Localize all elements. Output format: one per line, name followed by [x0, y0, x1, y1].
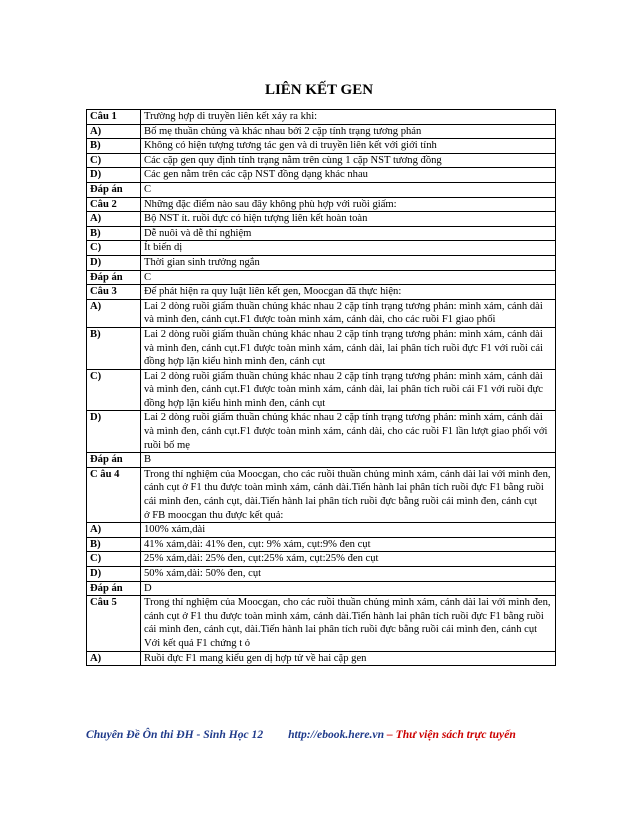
page-title: LIÊN KẾT GEN — [264, 82, 374, 98]
row-label: C) — [87, 153, 141, 168]
table-row — [87, 453, 556, 468]
footer-url-link[interactable]: http://ebook.here.vn — [288, 728, 385, 741]
row-text: Để phát hiện ra quy luật liên kết gen, Moocgan đã thực hiện: — [141, 285, 556, 300]
row-label: D) — [87, 411, 141, 453]
table-row — [87, 327, 556, 369]
row-text: Không có hiện tượng tương tác gen và di truyền liên kết với giới tính — [141, 139, 556, 154]
row-text: Lai 2 dòng ruồi giấm thuần chủng khác nhau 2 cặp tính trạng tương phản: mình xám, cánh dài và mình đen, cánh cụt.F1 được toàn mình xám, cánh dài, cho các ruồi F1 giao phối — [141, 299, 556, 327]
row-text: Bố mẹ thuần chủng và khác nhau bởi 2 cặp tính trạng tương phản — [141, 124, 556, 139]
row-label: A) — [87, 651, 141, 666]
footer-subject: Chuyên Đề Ôn thi ĐH - Sinh Học 12 — [86, 728, 264, 741]
row-text: Trường hợp di truyền liên kết xảy ra khi: — [141, 110, 556, 125]
row-label: B) — [87, 327, 141, 369]
row-text: Lai 2 dòng ruồi giấm thuần chủng khác nhau 2 cặp tính trạng tương phản: mình xám, cánh dài và mình đen, cánh cụt.F1 được toàn mình xám, cánh dài, lai phân tích ruồi đực F1 với ruồi cái đồng hợp lặn kiểu hình mình đen, cánh cụt — [141, 327, 556, 369]
row-label: A) — [87, 124, 141, 139]
row-label: D) — [87, 567, 141, 582]
row-label: Đáp án — [87, 182, 141, 197]
table-row — [87, 212, 556, 227]
row-text: Các cặp gen quy định tính trạng nằm trên cùng 1 cặp NST tương đồng — [141, 153, 556, 168]
table-row — [87, 537, 556, 552]
footer-tagline: – Thư viện sách trực tuyến — [384, 728, 516, 741]
row-text: Trong thí nghiệm của Moocgan, cho các ruồi thuần chủng mình xám, cánh dài lai với mình đen, cánh cụt ở F1 thu được toàn mình xám, cánh dài.Tiến hành lai phân tích ruồi đực F1 bằng ruồi cái mình đen, cánh cụt, dài.Tiến hành lai phân tích ruồi đực bằng ruồi cái mình đen, cánh cụt ở FB moocgan thu được kết quả: — [141, 467, 556, 522]
table-row — [87, 139, 556, 154]
row-text: 41% xám,dài: 41% đen, cụt: 9% xám, cụt:9% đen cụt — [141, 537, 556, 552]
table-row — [87, 153, 556, 168]
row-label: Đáp án — [87, 453, 141, 468]
row-text: C — [141, 270, 556, 285]
table-row — [87, 124, 556, 139]
table-row — [87, 182, 556, 197]
row-label: B) — [87, 139, 141, 154]
table-row — [87, 285, 556, 300]
row-text: Dễ nuôi và dễ thí nghiệm — [141, 226, 556, 241]
table-row — [87, 467, 556, 522]
row-label: Câu 3 — [87, 285, 141, 300]
row-label: Đáp án — [87, 270, 141, 285]
row-text: Thời gian sinh trưởng ngắn — [141, 255, 556, 270]
row-label: A) — [87, 212, 141, 227]
row-label: A) — [87, 299, 141, 327]
table-row — [87, 299, 556, 327]
row-label: C) — [87, 241, 141, 256]
row-text: 100% xám,dài — [141, 523, 556, 538]
row-text: B — [141, 453, 556, 468]
row-label: A) — [87, 523, 141, 538]
table-row — [87, 523, 556, 538]
table-row — [87, 651, 556, 666]
row-label: C) — [87, 552, 141, 567]
row-text: Những đặc điểm nào sau đây không phù hợp với ruồi giấm: — [141, 197, 556, 212]
row-label: C âu 4 — [87, 467, 141, 522]
row-text: Trong thí nghiệm của Moocgan, cho các ruồi thuần chủng mình xám, cánh dài lai với mình đen, cánh cụt ở F1 thu được toàn mình xám, cánh dài.Tiến hành lai phân tích ruồi đực F1 bằng ruồi cái mình đen, cánh cụt, dài.Tiến hành lai phân tích ruồi đực bằng ruồi cái mình đen, cánh cụt Với kết quả F1 chứng t ỏ — [141, 596, 556, 651]
table-row — [87, 596, 556, 651]
page-footer — [86, 728, 566, 741]
row-label: B) — [87, 226, 141, 241]
row-label: Câu 1 — [87, 110, 141, 125]
row-text: 25% xám,dài: 25% đen, cụt:25% xám, cụt:25% đen cụt — [141, 552, 556, 567]
table-row — [87, 369, 556, 411]
row-label: C) — [87, 369, 141, 411]
table-row — [87, 270, 556, 285]
row-label: B) — [87, 537, 141, 552]
table-row — [87, 567, 556, 582]
table-row — [87, 110, 556, 125]
row-text: 50% xám,dài: 50% đen, cụt — [141, 567, 556, 582]
row-text: D — [141, 581, 556, 596]
row-text: C — [141, 182, 556, 197]
table-row — [87, 168, 556, 183]
row-label: Câu 5 — [87, 596, 141, 651]
row-text: Ruồi đực F1 mang kiểu gen dị hợp tử về hai cặp gen — [141, 651, 556, 666]
table-row — [87, 197, 556, 212]
row-text: Lai 2 dòng ruồi giấm thuần chủng khác nhau 2 cặp tính trạng tương phản: mình xám, cánh dài và mình đen, cánh cụt.F1 được toàn mình xám, cánh dài, cho các ruồi F1 lần lượt giao phối với ruồi bố mẹ — [141, 411, 556, 453]
table-row — [87, 241, 556, 256]
row-label: Câu 2 — [87, 197, 141, 212]
row-text: Ít biến dị — [141, 241, 556, 256]
row-text: Các gen nằm trên các cặp NST đồng dạng khác nhau — [141, 168, 556, 183]
question-table — [86, 109, 556, 666]
table-row — [87, 552, 556, 567]
row-text: Lai 2 dòng ruồi giấm thuần chủng khác nhau 2 cặp tính trạng tương phản: mình xám, cánh dài và mình đen, cánh cụt.F1 được toàn mình xám, cánh dài, lai phân tích ruồi cái F1 với ruồi đực đồng hợp lặn kiểu hình mình đen, cánh cụt — [141, 369, 556, 411]
row-text: Bộ NST ít. ruồi đực có hiện tượng liên kết hoàn toàn — [141, 212, 556, 227]
row-label: Đáp án — [87, 581, 141, 596]
table-row — [87, 581, 556, 596]
row-label: D) — [87, 255, 141, 270]
row-label: D) — [87, 168, 141, 183]
table-row — [87, 255, 556, 270]
question-table-body — [87, 110, 556, 666]
table-row — [87, 226, 556, 241]
table-row — [87, 411, 556, 453]
